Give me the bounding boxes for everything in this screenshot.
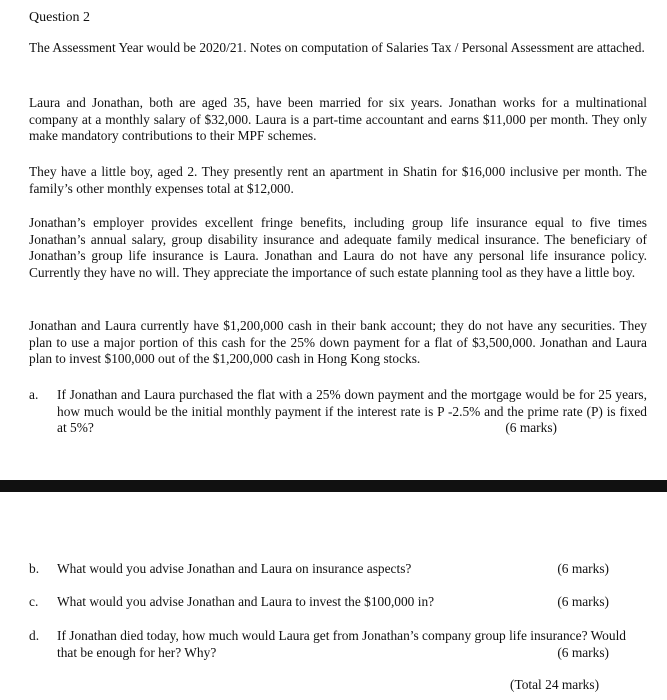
question-b <box>29 561 649 579</box>
paragraph-benefits: Jonathan’s employer provides excellent fringe benefits, including group life insurance equal to five times Jonathan’s annual salary, group disability insurance and adequate family medical insurance. The beneficiary of Jonathan’s group life insurance is Laura. Jonathan and Laura do not have any personal life insurance policy. Currently they have no will. They appreciate the importance of such estate planning tool as they have a little boy. <box>29 215 647 280</box>
paragraph-cash: Jonathan and Laura currently have $1,200,000 cash in their bank account; they do not have any securities. They plan to use a major portion of this cash for the 25% down payment for a flat of $3,500,000. Jonathan and Laura plan to invest $100,000 out of the $1,200,000 cash in Hong Kong stocks. <box>29 318 647 367</box>
question-text: If Jonathan died today, how much would Laura get from Jonathan’s company group life insurance? Would that be enough for her? Why? <box>57 628 626 660</box>
question-text: What would you advise Jonathan and Laura on insurance aspects? <box>57 561 412 576</box>
question-title: Question 2 <box>29 10 91 25</box>
question-marks: (6 marks) <box>557 561 609 576</box>
total-marks: (Total 24 marks) <box>510 677 600 692</box>
paragraph-assessment-year: The Assessment Year would be 2020/21. Notes on computation of Salaries Tax / Personal Assessment are attached. <box>29 40 645 55</box>
question-text: What would you advise Jonathan and Laura to invest the $100,000 in? <box>57 594 435 609</box>
page-divider-bar <box>0 480 667 492</box>
question-marks: (6 marks) <box>505 420 557 435</box>
question-letter: d. <box>29 628 40 643</box>
paragraph-family: They have a little boy, aged 2. They presently rent an apartment in Shatin for $16,000 inclusive per month. The family’s other monthly expenses total at $12,000. <box>29 164 647 196</box>
question-letter: b. <box>29 561 40 576</box>
paragraph-background: Laura and Jonathan, both are aged 35, have been married for six years. Jonathan works for a multinational company at a monthly salary of $32,000. Laura is a part-time accountant and earns $11,000 per month. They only make mandatory contributions to their MPF schemes. <box>29 95 647 144</box>
question-d <box>29 628 649 664</box>
question-text: If Jonathan and Laura purchased the flat with a 25% down payment and the mortgage would be for 25 years, how much would be the initial monthly payment if the interest rate is P -2.5% and the prime rate (P) is fixed at 5%? <box>57 387 647 436</box>
question-marks: (6 marks) <box>557 645 609 660</box>
question-a <box>29 387 649 439</box>
question-marks: (6 marks) <box>557 594 609 609</box>
question-letter: a. <box>29 387 39 402</box>
question-c <box>29 594 649 612</box>
question-letter: c. <box>29 594 39 609</box>
